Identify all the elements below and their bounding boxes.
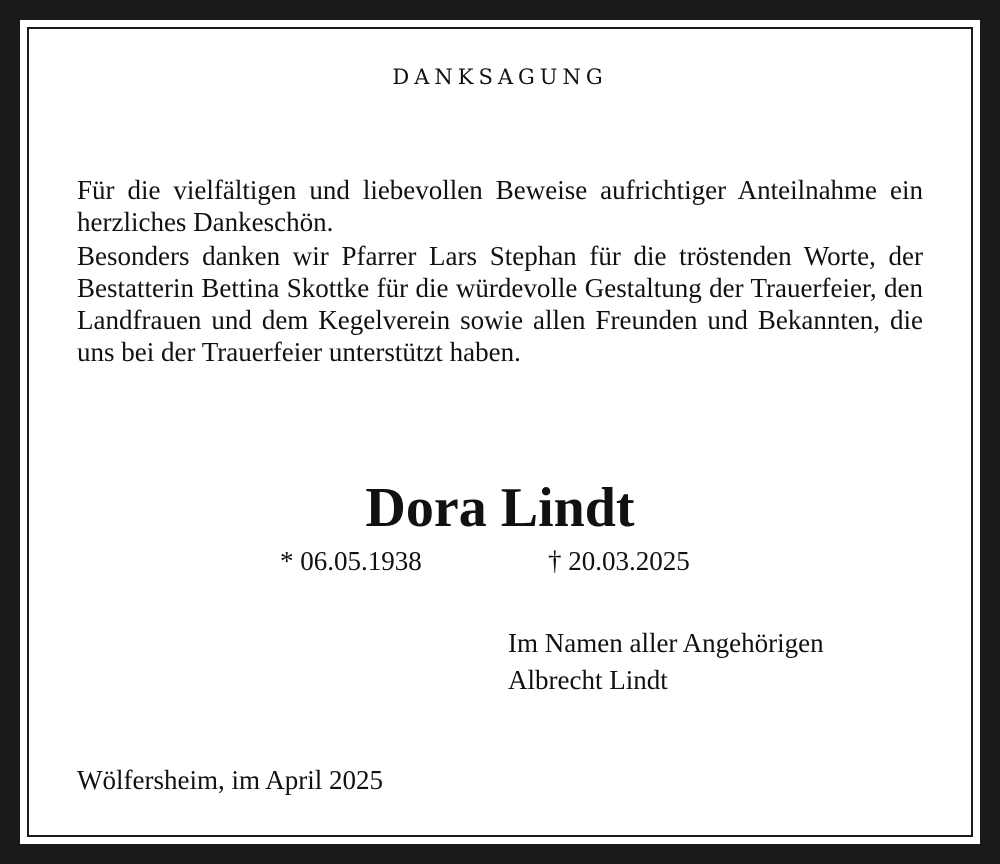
deceased-name: Dora Lindt [365, 477, 635, 539]
birth-date: * 06.05.1938 [280, 546, 422, 576]
special-thanks-paragraph: Besonders danken wir Pfarrer Lars Stephan für die tröstenden Worte, der Bestatterin Bettina Skottke für die würdevolle Gestaltung der Trauerfeier, den Landfrauen und dem Kegelverein sowie allen Freunden und Bekannten, die uns bei der Trauerfeier unterstützt haben. [77, 241, 923, 367]
place-and-date: Wölfersheim, im April 2025 [77, 765, 383, 795]
death-date: † 20.03.2025 [548, 546, 690, 576]
signature-relatives: Im Namen aller Angehörigen [508, 628, 824, 658]
inner-frame-line [27, 27, 973, 837]
notice-heading: DANKSAGUNG [392, 65, 608, 89]
thanks-paragraph: Für die vielfältigen und liebevollen Beweise aufrichtiger Anteilnahme ein herzliches Dankeschön. [77, 175, 923, 237]
signature-name: Albrecht Lindt [508, 665, 668, 695]
